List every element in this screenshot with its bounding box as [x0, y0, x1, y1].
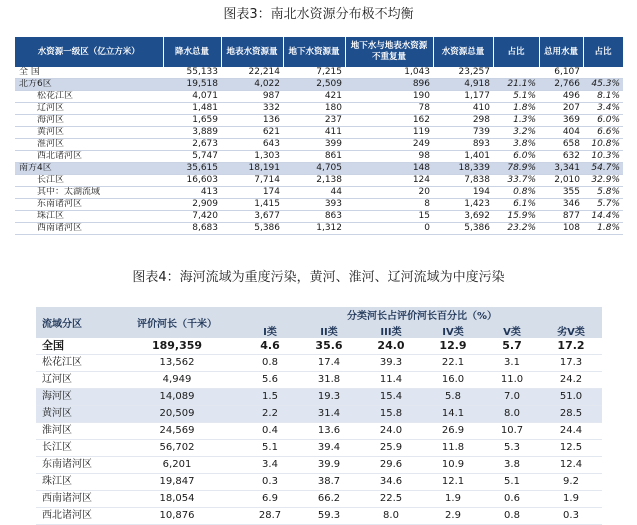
- value-cell: 98: [345, 151, 433, 163]
- value-cell: 249: [345, 139, 433, 151]
- value-cell: 11.0: [484, 372, 540, 389]
- value-cell: 16.0: [422, 372, 484, 389]
- value-cell: 0.8: [484, 508, 540, 525]
- percentage-group-header: 分类河长占评价河长百分比（%）: [242, 307, 602, 322]
- value-cell: 369: [539, 115, 583, 127]
- water-resources-table: [15, 37, 624, 235]
- table-row: [36, 508, 602, 525]
- value-cell: 78: [345, 103, 433, 115]
- value-cell: 31.8: [298, 372, 360, 389]
- value-cell: 1,423: [433, 199, 493, 211]
- table-row: [36, 338, 602, 355]
- table-row: [15, 175, 623, 187]
- value-cell: 22.1: [422, 355, 484, 372]
- value-cell: 6.9: [242, 491, 298, 508]
- value-cell: 35,615: [163, 163, 221, 175]
- value-cell: 863: [283, 211, 345, 223]
- table-row: [36, 474, 602, 491]
- value-cell: 66.2: [298, 491, 360, 508]
- value-cell: 399: [283, 139, 345, 151]
- value-cell: 26.9: [422, 423, 484, 440]
- value-cell: 1,303: [221, 151, 283, 163]
- value-cell: 174: [221, 187, 283, 199]
- value-cell: 5,386: [433, 223, 493, 235]
- value-cell: 17.4: [298, 355, 360, 372]
- region-header: 流域分区: [36, 307, 112, 338]
- value-cell: 643: [221, 139, 283, 151]
- value-cell: 13.6: [298, 423, 360, 440]
- value-cell: 21.1%: [493, 79, 539, 91]
- value-cell: 18,191: [221, 163, 283, 175]
- value-cell: 1,401: [433, 151, 493, 163]
- value-cell: 108: [539, 223, 583, 235]
- value-cell: 0.3: [540, 508, 602, 525]
- table-row: [15, 187, 623, 199]
- value-cell: 1,312: [283, 223, 345, 235]
- value-cell: 2.9: [422, 508, 484, 525]
- region-cell: 珠江区: [15, 211, 163, 223]
- value-cell: 8.1%: [583, 91, 623, 103]
- value-cell: 6.0%: [583, 115, 623, 127]
- value-cell: 14,089: [112, 389, 242, 406]
- value-cell: 28.7: [242, 508, 298, 525]
- class-header-cell: V类: [484, 322, 540, 338]
- region-cell: 西北诸河区: [36, 508, 112, 525]
- value-cell: 22.5: [360, 491, 422, 508]
- region-cell: 全 国: [15, 67, 163, 79]
- table3-header-cell: 地下水与地表水资源不重复量: [345, 37, 433, 67]
- value-cell: 9.2: [540, 474, 602, 491]
- value-cell: 24.0: [360, 338, 422, 355]
- value-cell: 10,876: [112, 508, 242, 525]
- region-cell: 黄河区: [36, 406, 112, 423]
- value-cell: 332: [221, 103, 283, 115]
- region-cell: 海河区: [36, 389, 112, 406]
- value-cell: 3.8%: [493, 139, 539, 151]
- table-row: [15, 91, 623, 103]
- table-row: [15, 223, 623, 235]
- table-row: [36, 406, 602, 423]
- region-cell: 其中：太湖流域: [15, 187, 163, 199]
- value-cell: 3,341: [539, 163, 583, 175]
- value-cell: 6,201: [112, 457, 242, 474]
- value-cell: 1.9: [540, 491, 602, 508]
- value-cell: 54.7%: [583, 163, 623, 175]
- value-cell: 1.5: [242, 389, 298, 406]
- value-cell: 17.3: [540, 355, 602, 372]
- value-cell: 421: [283, 91, 345, 103]
- value-cell: 2,909: [163, 199, 221, 211]
- value-cell: 39.3: [360, 355, 422, 372]
- value-cell: 7,215: [283, 67, 345, 79]
- value-cell: 3.4: [242, 457, 298, 474]
- value-cell: 44: [283, 187, 345, 199]
- value-cell: 0.8: [242, 355, 298, 372]
- value-cell: 15.9%: [493, 211, 539, 223]
- value-cell: 19,518: [163, 79, 221, 91]
- value-cell: 24.2: [540, 372, 602, 389]
- class-header-cell: II类: [298, 322, 360, 338]
- value-cell: 5.3: [484, 440, 540, 457]
- value-cell: 20: [345, 187, 433, 199]
- table4-title: 图表4：海河流域为重度污染，黄河、淮河、辽河流域为中度污染: [132, 270, 505, 285]
- value-cell: 404: [539, 127, 583, 139]
- value-cell: 2.2: [242, 406, 298, 423]
- value-cell: 78.9%: [493, 163, 539, 175]
- table-row: [15, 151, 623, 163]
- value-cell: 893: [433, 139, 493, 151]
- value-cell: 18,054: [112, 491, 242, 508]
- value-cell: 3,692: [433, 211, 493, 223]
- table3-header-cell: 地下水资源量: [283, 37, 345, 67]
- value-cell: 6,107: [539, 67, 583, 79]
- value-cell: 13,562: [112, 355, 242, 372]
- value-cell: 4.6: [242, 338, 298, 355]
- value-cell: 0.4: [242, 423, 298, 440]
- value-cell: 3.2%: [493, 127, 539, 139]
- value-cell: 3.4%: [583, 103, 623, 115]
- value-cell: 6.1%: [493, 199, 539, 211]
- value-cell: 5.1%: [493, 91, 539, 103]
- region-cell: 东南诸河区: [15, 199, 163, 211]
- value-cell: 180: [283, 103, 345, 115]
- value-cell: 298: [433, 115, 493, 127]
- value-cell: 19.3: [298, 389, 360, 406]
- value-cell: 1,659: [163, 115, 221, 127]
- value-cell: 621: [221, 127, 283, 139]
- table-row: [15, 163, 623, 175]
- value-cell: 190: [345, 91, 433, 103]
- region-cell: 东南诸河区: [36, 457, 112, 474]
- value-cell: 136: [221, 115, 283, 127]
- value-cell: 393: [283, 199, 345, 211]
- value-cell: 5.7%: [583, 199, 623, 211]
- value-cell: 410: [433, 103, 493, 115]
- value-cell: 189,359: [112, 338, 242, 355]
- table3-header-cell: 水资源一级区（亿立方米）: [15, 37, 163, 67]
- region-cell: 淮河区: [36, 423, 112, 440]
- value-cell: 15: [345, 211, 433, 223]
- region-cell: 北方6区: [15, 79, 163, 91]
- value-cell: 3.8: [484, 457, 540, 474]
- value-cell: 38.7: [298, 474, 360, 491]
- region-cell: 西北诸河区: [15, 151, 163, 163]
- value-cell: 861: [283, 151, 345, 163]
- value-cell: 411: [283, 127, 345, 139]
- table-row: [36, 372, 602, 389]
- table-row: [36, 423, 602, 440]
- value-cell: 12.1: [422, 474, 484, 491]
- value-cell: 4,705: [283, 163, 345, 175]
- value-cell: 739: [433, 127, 493, 139]
- value-cell: 12.4: [540, 457, 602, 474]
- table-row: [15, 67, 623, 79]
- value-cell: 6.0%: [493, 151, 539, 163]
- region-cell: 海河区: [15, 115, 163, 127]
- value-cell: 0.8%: [493, 187, 539, 199]
- value-cell: 11.8: [422, 440, 484, 457]
- value-cell: 355: [539, 187, 583, 199]
- table-row: [15, 115, 623, 127]
- value-cell: 28.5: [540, 406, 602, 423]
- region-cell: 淮河区: [15, 139, 163, 151]
- table3-header-cell: 总用水量: [539, 37, 583, 67]
- value-cell: 3.1: [484, 355, 540, 372]
- value-cell: 5,747: [163, 151, 221, 163]
- region-cell: 西南诸河区: [36, 491, 112, 508]
- length-header: 评价河长（千米）: [112, 307, 242, 338]
- value-cell: 1.8%: [583, 223, 623, 235]
- value-cell: 162: [345, 115, 433, 127]
- value-cell: 632: [539, 151, 583, 163]
- value-cell: 45.3%: [583, 79, 623, 91]
- value-cell: 1,415: [221, 199, 283, 211]
- value-cell: 35.6: [298, 338, 360, 355]
- value-cell: 12.9: [422, 338, 484, 355]
- class-header-cell: I类: [242, 322, 298, 338]
- table-row: [15, 139, 623, 151]
- value-cell: 56,702: [112, 440, 242, 457]
- table-row: [15, 127, 623, 139]
- value-cell: [493, 67, 539, 79]
- value-cell: 987: [221, 91, 283, 103]
- value-cell: 2,766: [539, 79, 583, 91]
- region-cell: 辽河区: [15, 103, 163, 115]
- region-cell: 辽河区: [36, 372, 112, 389]
- value-cell: 5.8: [422, 389, 484, 406]
- value-cell: 413: [163, 187, 221, 199]
- value-cell: 148: [345, 163, 433, 175]
- value-cell: 4,071: [163, 91, 221, 103]
- value-cell: 124: [345, 175, 433, 187]
- value-cell: 10.9: [422, 457, 484, 474]
- value-cell: 4,949: [112, 372, 242, 389]
- value-cell: 119: [345, 127, 433, 139]
- table3-header-cell: 降水总量: [163, 37, 221, 67]
- value-cell: 7,838: [433, 175, 493, 187]
- value-cell: 19,847: [112, 474, 242, 491]
- value-cell: 10.8%: [583, 139, 623, 151]
- value-cell: 346: [539, 199, 583, 211]
- value-cell: 2,673: [163, 139, 221, 151]
- table-row: [36, 491, 602, 508]
- value-cell: 22,214: [221, 67, 283, 79]
- value-cell: 6.6%: [583, 127, 623, 139]
- region-cell: 长江区: [15, 175, 163, 187]
- class-header-cell: III类: [360, 322, 422, 338]
- table-row: [15, 211, 623, 223]
- table-row: [36, 355, 602, 372]
- value-cell: 7,714: [221, 175, 283, 187]
- value-cell: 5.1: [484, 474, 540, 491]
- value-cell: 207: [539, 103, 583, 115]
- table3-header-row: [15, 37, 623, 67]
- value-cell: 2,010: [539, 175, 583, 187]
- value-cell: 896: [345, 79, 433, 91]
- value-cell: 1,043: [345, 67, 433, 79]
- value-cell: 1,481: [163, 103, 221, 115]
- value-cell: 2,138: [283, 175, 345, 187]
- table3-header-cell: 占比: [583, 37, 623, 67]
- value-cell: 14.1: [422, 406, 484, 423]
- value-cell: 15.4: [360, 389, 422, 406]
- value-cell: 17.2: [540, 338, 602, 355]
- value-cell: 10.7: [484, 423, 540, 440]
- value-cell: 33.7%: [493, 175, 539, 187]
- table-row: [36, 457, 602, 474]
- value-cell: 877: [539, 211, 583, 223]
- value-cell: 8.0: [484, 406, 540, 423]
- region-cell: 松花江区: [36, 355, 112, 372]
- table-row: [36, 440, 602, 457]
- value-cell: 5.6: [242, 372, 298, 389]
- value-cell: 7.0: [484, 389, 540, 406]
- value-cell: 0.3: [242, 474, 298, 491]
- value-cell: 3,889: [163, 127, 221, 139]
- value-cell: 10.3%: [583, 151, 623, 163]
- value-cell: 5,386: [221, 223, 283, 235]
- value-cell: 0.6: [484, 491, 540, 508]
- region-cell: 黄河区: [15, 127, 163, 139]
- value-cell: 3,677: [221, 211, 283, 223]
- value-cell: 194: [433, 187, 493, 199]
- region-cell: 珠江区: [36, 474, 112, 491]
- value-cell: 12.5: [540, 440, 602, 457]
- value-cell: 237: [283, 115, 345, 127]
- region-cell: 全国: [36, 338, 112, 355]
- value-cell: 5.7: [484, 338, 540, 355]
- value-cell: 55,133: [163, 67, 221, 79]
- value-cell: 8,683: [163, 223, 221, 235]
- value-cell: 1.9: [422, 491, 484, 508]
- value-cell: 23.2%: [493, 223, 539, 235]
- table3-title: 图表3：南北水资源分布极不均衡: [223, 7, 414, 22]
- value-cell: 24.4: [540, 423, 602, 440]
- value-cell: 5.1: [242, 440, 298, 457]
- value-cell: 14.4%: [583, 211, 623, 223]
- value-cell: 1.3%: [493, 115, 539, 127]
- class-header-cell: 劣V类: [540, 322, 602, 338]
- value-cell: 8: [345, 199, 433, 211]
- value-cell: 39.9: [298, 457, 360, 474]
- value-cell: 2,509: [283, 79, 345, 91]
- value-cell: 23,257: [433, 67, 493, 79]
- value-cell: [583, 67, 623, 79]
- value-cell: 32.9%: [583, 175, 623, 187]
- value-cell: 496: [539, 91, 583, 103]
- value-cell: 31.4: [298, 406, 360, 423]
- value-cell: 0: [345, 223, 433, 235]
- value-cell: 11.4: [360, 372, 422, 389]
- region-cell: 松花江区: [15, 91, 163, 103]
- value-cell: 5.8%: [583, 187, 623, 199]
- table-row: [15, 103, 623, 115]
- river-pollution-table: [36, 307, 602, 525]
- region-cell: 长江区: [36, 440, 112, 457]
- value-cell: 18,339: [433, 163, 493, 175]
- table-row: [15, 79, 623, 91]
- value-cell: 24.0: [360, 423, 422, 440]
- value-cell: 658: [539, 139, 583, 151]
- value-cell: 51.0: [540, 389, 602, 406]
- value-cell: 4,022: [221, 79, 283, 91]
- value-cell: 1.8%: [493, 103, 539, 115]
- region-cell: 西南诸河区: [15, 223, 163, 235]
- value-cell: 59.3: [298, 508, 360, 525]
- value-cell: 25.9: [360, 440, 422, 457]
- value-cell: 15.8: [360, 406, 422, 423]
- value-cell: 1,177: [433, 91, 493, 103]
- value-cell: 8.0: [360, 508, 422, 525]
- value-cell: 4,918: [433, 79, 493, 91]
- value-cell: 20,509: [112, 406, 242, 423]
- table-row: [15, 199, 623, 211]
- table3-header-cell: 水资源总量: [433, 37, 493, 67]
- table-row: [36, 389, 602, 406]
- value-cell: 24,569: [112, 423, 242, 440]
- value-cell: 34.6: [360, 474, 422, 491]
- value-cell: 16,603: [163, 175, 221, 187]
- value-cell: 7,420: [163, 211, 221, 223]
- table3-header-cell: 占比: [493, 37, 539, 67]
- value-cell: 29.6: [360, 457, 422, 474]
- value-cell: 39.4: [298, 440, 360, 457]
- table3-header-cell: 地表水资源量: [221, 37, 283, 67]
- region-cell: 南方4区: [15, 163, 163, 175]
- class-header-cell: IV类: [422, 322, 484, 338]
